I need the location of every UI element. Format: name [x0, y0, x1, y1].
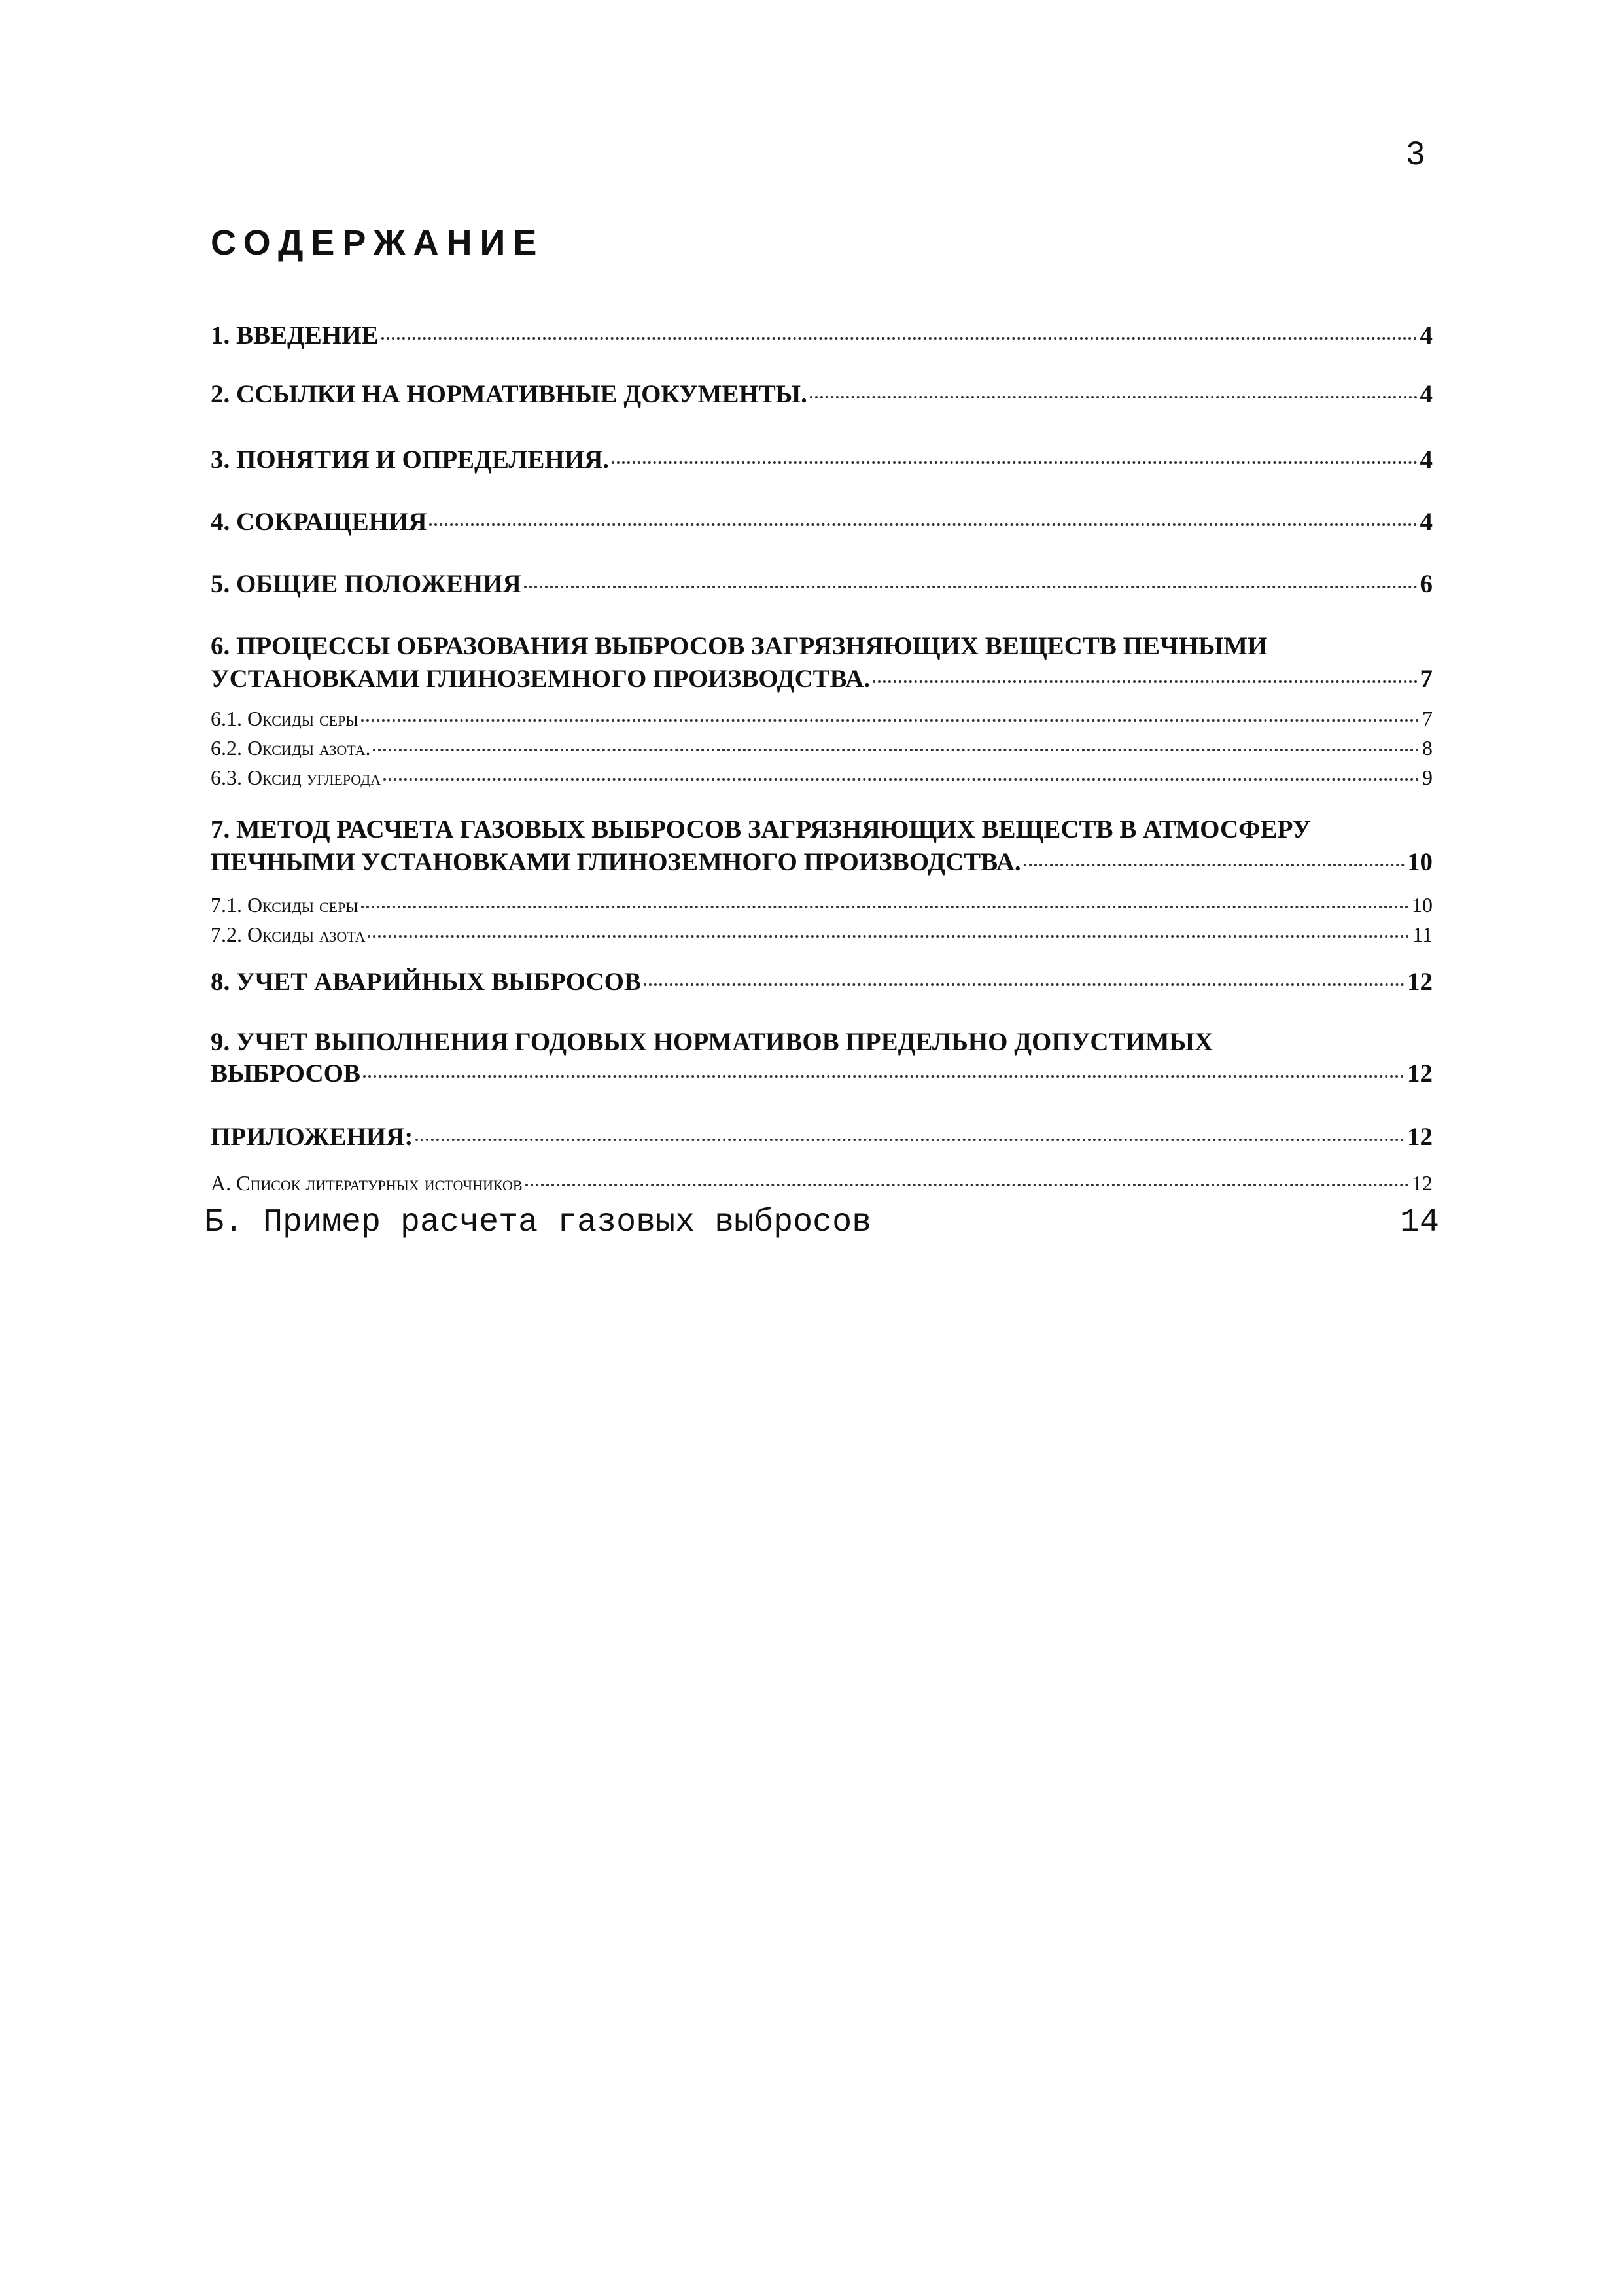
toc-entry-label: УСТАНОВКАМИ ГЛИНОЗЕМНОГО ПРОИЗВОДСТВА. — [211, 665, 871, 693]
toc-entry-appendices[interactable] — [211, 1122, 1433, 1152]
toc-entry-introduction[interactable] — [211, 321, 1433, 350]
dot-leader — [644, 983, 1405, 986]
toc-entry-annual-norms[interactable] — [211, 1059, 1433, 1088]
page-number: 3 — [1406, 135, 1425, 171]
toc-entry-label: 6.2. Оксиды азота. — [211, 736, 371, 760]
toc-entry-annual-norms-line1[interactable]: 9. УЧЕТ ВЫПОЛНЕНИЯ ГОДОВЫХ НОРМАТИВОВ ПРЕДЕЛЬНО ДОПУСТИМЫХ — [211, 1028, 1213, 1056]
toc-entry-page: 12 — [1407, 968, 1433, 996]
toc-entry-page: 4 — [1420, 508, 1433, 536]
toc-entry-page: 4 — [1420, 321, 1433, 349]
dot-leader — [361, 719, 1420, 722]
toc-entry-abbreviations[interactable] — [211, 507, 1433, 537]
toc-entry-nitrogen-oxides-calc[interactable] — [211, 923, 1433, 947]
toc-entry-label: 6.1. Оксиды серы — [211, 707, 358, 730]
toc-entry-normative-references[interactable] — [211, 380, 1433, 409]
toc-entry-label: 3. ПОНЯТИЯ И ОПРЕДЕЛЕНИЯ. — [211, 446, 610, 474]
dot-leader — [383, 778, 1420, 781]
toc-entry-page: 4 — [1420, 380, 1433, 408]
toc-entry-label: 6.3. Оксид углерода — [211, 766, 381, 789]
toc-entry-calculation-method-line1[interactable]: 7. МЕТОД РАСЧЕТА ГАЗОВЫХ ВЫБРОСОВ ЗАГРЯЗНЯЮЩИХ ВЕЩЕСТВ В АТМОСФЕРУ — [211, 815, 1312, 843]
toc-entry-carbon-monoxide[interactable] — [211, 766, 1433, 790]
dot-leader — [810, 396, 1418, 398]
toc-entry-general-provisions[interactable] — [211, 569, 1433, 599]
toc-entry-page: 6 — [1420, 570, 1433, 598]
toc-entry-page: 10 — [1412, 893, 1433, 917]
toc-entry-label: 5. ОБЩИЕ ПОЛОЖЕНИЯ — [211, 570, 521, 598]
toc-entry-formation-processes[interactable] — [211, 664, 1433, 694]
toc-entry-label: Б. Пример расчета газовых выбросов — [204, 1204, 872, 1241]
dot-leader — [361, 906, 1409, 908]
dot-leader — [368, 935, 1410, 938]
dot-leader — [873, 680, 1417, 683]
dot-leader — [612, 461, 1417, 464]
toc-entry-appendix-b[interactable] — [204, 1204, 1439, 1241]
dot-leader — [373, 749, 1420, 751]
toc-entry-label: 2. ССЫЛКИ НА НОРМАТИВНЫЕ ДОКУМЕНТЫ. — [211, 380, 807, 408]
toc-entry-label: ПРИЛОЖЕНИЯ: — [211, 1123, 413, 1151]
toc-entry-page: 12 — [1407, 1123, 1433, 1151]
toc-entry-page: 9 — [1422, 766, 1433, 789]
toc-entry-page: 10 — [1407, 848, 1433, 876]
toc-entry-sulfur-oxides-calc[interactable] — [211, 893, 1433, 917]
toc-entry-page: 12 — [1407, 1059, 1433, 1087]
toc-entry-label: 7.2. Оксиды азота — [211, 923, 366, 946]
toc-entry-page: 4 — [1420, 446, 1433, 474]
toc-entry-label: ПЕЧНЫМИ УСТАНОВКАМИ ГЛИНОЗЕМНОГО ПРОИЗВОДСТВА. — [211, 848, 1021, 876]
toc-entry-sulfur-oxides[interactable] — [211, 707, 1433, 731]
toc-title: СОДЕРЖАНИЕ — [211, 223, 545, 262]
dot-leader — [363, 1075, 1405, 1078]
toc-entry-label: 8. УЧЕТ АВАРИЙНЫХ ВЫБРОСОВ — [211, 968, 641, 996]
toc-entry-label: 1. ВВЕДЕНИЕ — [211, 321, 379, 349]
toc-entry-terms-definitions[interactable] — [211, 445, 1433, 474]
toc-entry-page: 14 — [1399, 1204, 1439, 1241]
dot-leader — [524, 586, 1418, 588]
toc-entry-nitrogen-oxides[interactable] — [211, 736, 1433, 760]
toc-entry-calculation-method[interactable] — [211, 847, 1433, 877]
dot-leader — [381, 337, 1418, 340]
toc-entry-label: А. Список литературных источников — [211, 1171, 523, 1195]
dot-leader — [1024, 864, 1405, 866]
dot-leader — [429, 523, 1417, 526]
toc-entry-appendix-a[interactable] — [211, 1171, 1433, 1195]
dot-leader — [415, 1139, 1405, 1141]
toc-entry-label: 7.1. Оксиды серы — [211, 893, 358, 917]
toc-entry-page: 11 — [1412, 923, 1433, 946]
toc-entry-label: 4. СОКРАЩЕНИЯ — [211, 508, 427, 536]
toc-entry-page: 7 — [1420, 665, 1433, 693]
toc-entry-formation-processes-line1[interactable]: 6. ПРОЦЕССЫ ОБРАЗОВАНИЯ ВЫБРОСОВ ЗАГРЯЗНЯЮЩИХ ВЕЩЕСТВ ПЕЧНЫМИ — [211, 632, 1268, 660]
dot-leader — [525, 1184, 1409, 1186]
toc-entry-label: ВЫБРОСОВ — [211, 1059, 361, 1087]
toc-entry-emergency-emissions[interactable] — [211, 967, 1433, 997]
toc-entry-page: 7 — [1422, 707, 1433, 730]
toc-entry-page: 12 — [1412, 1171, 1433, 1195]
toc-entry-page: 8 — [1422, 736, 1433, 760]
